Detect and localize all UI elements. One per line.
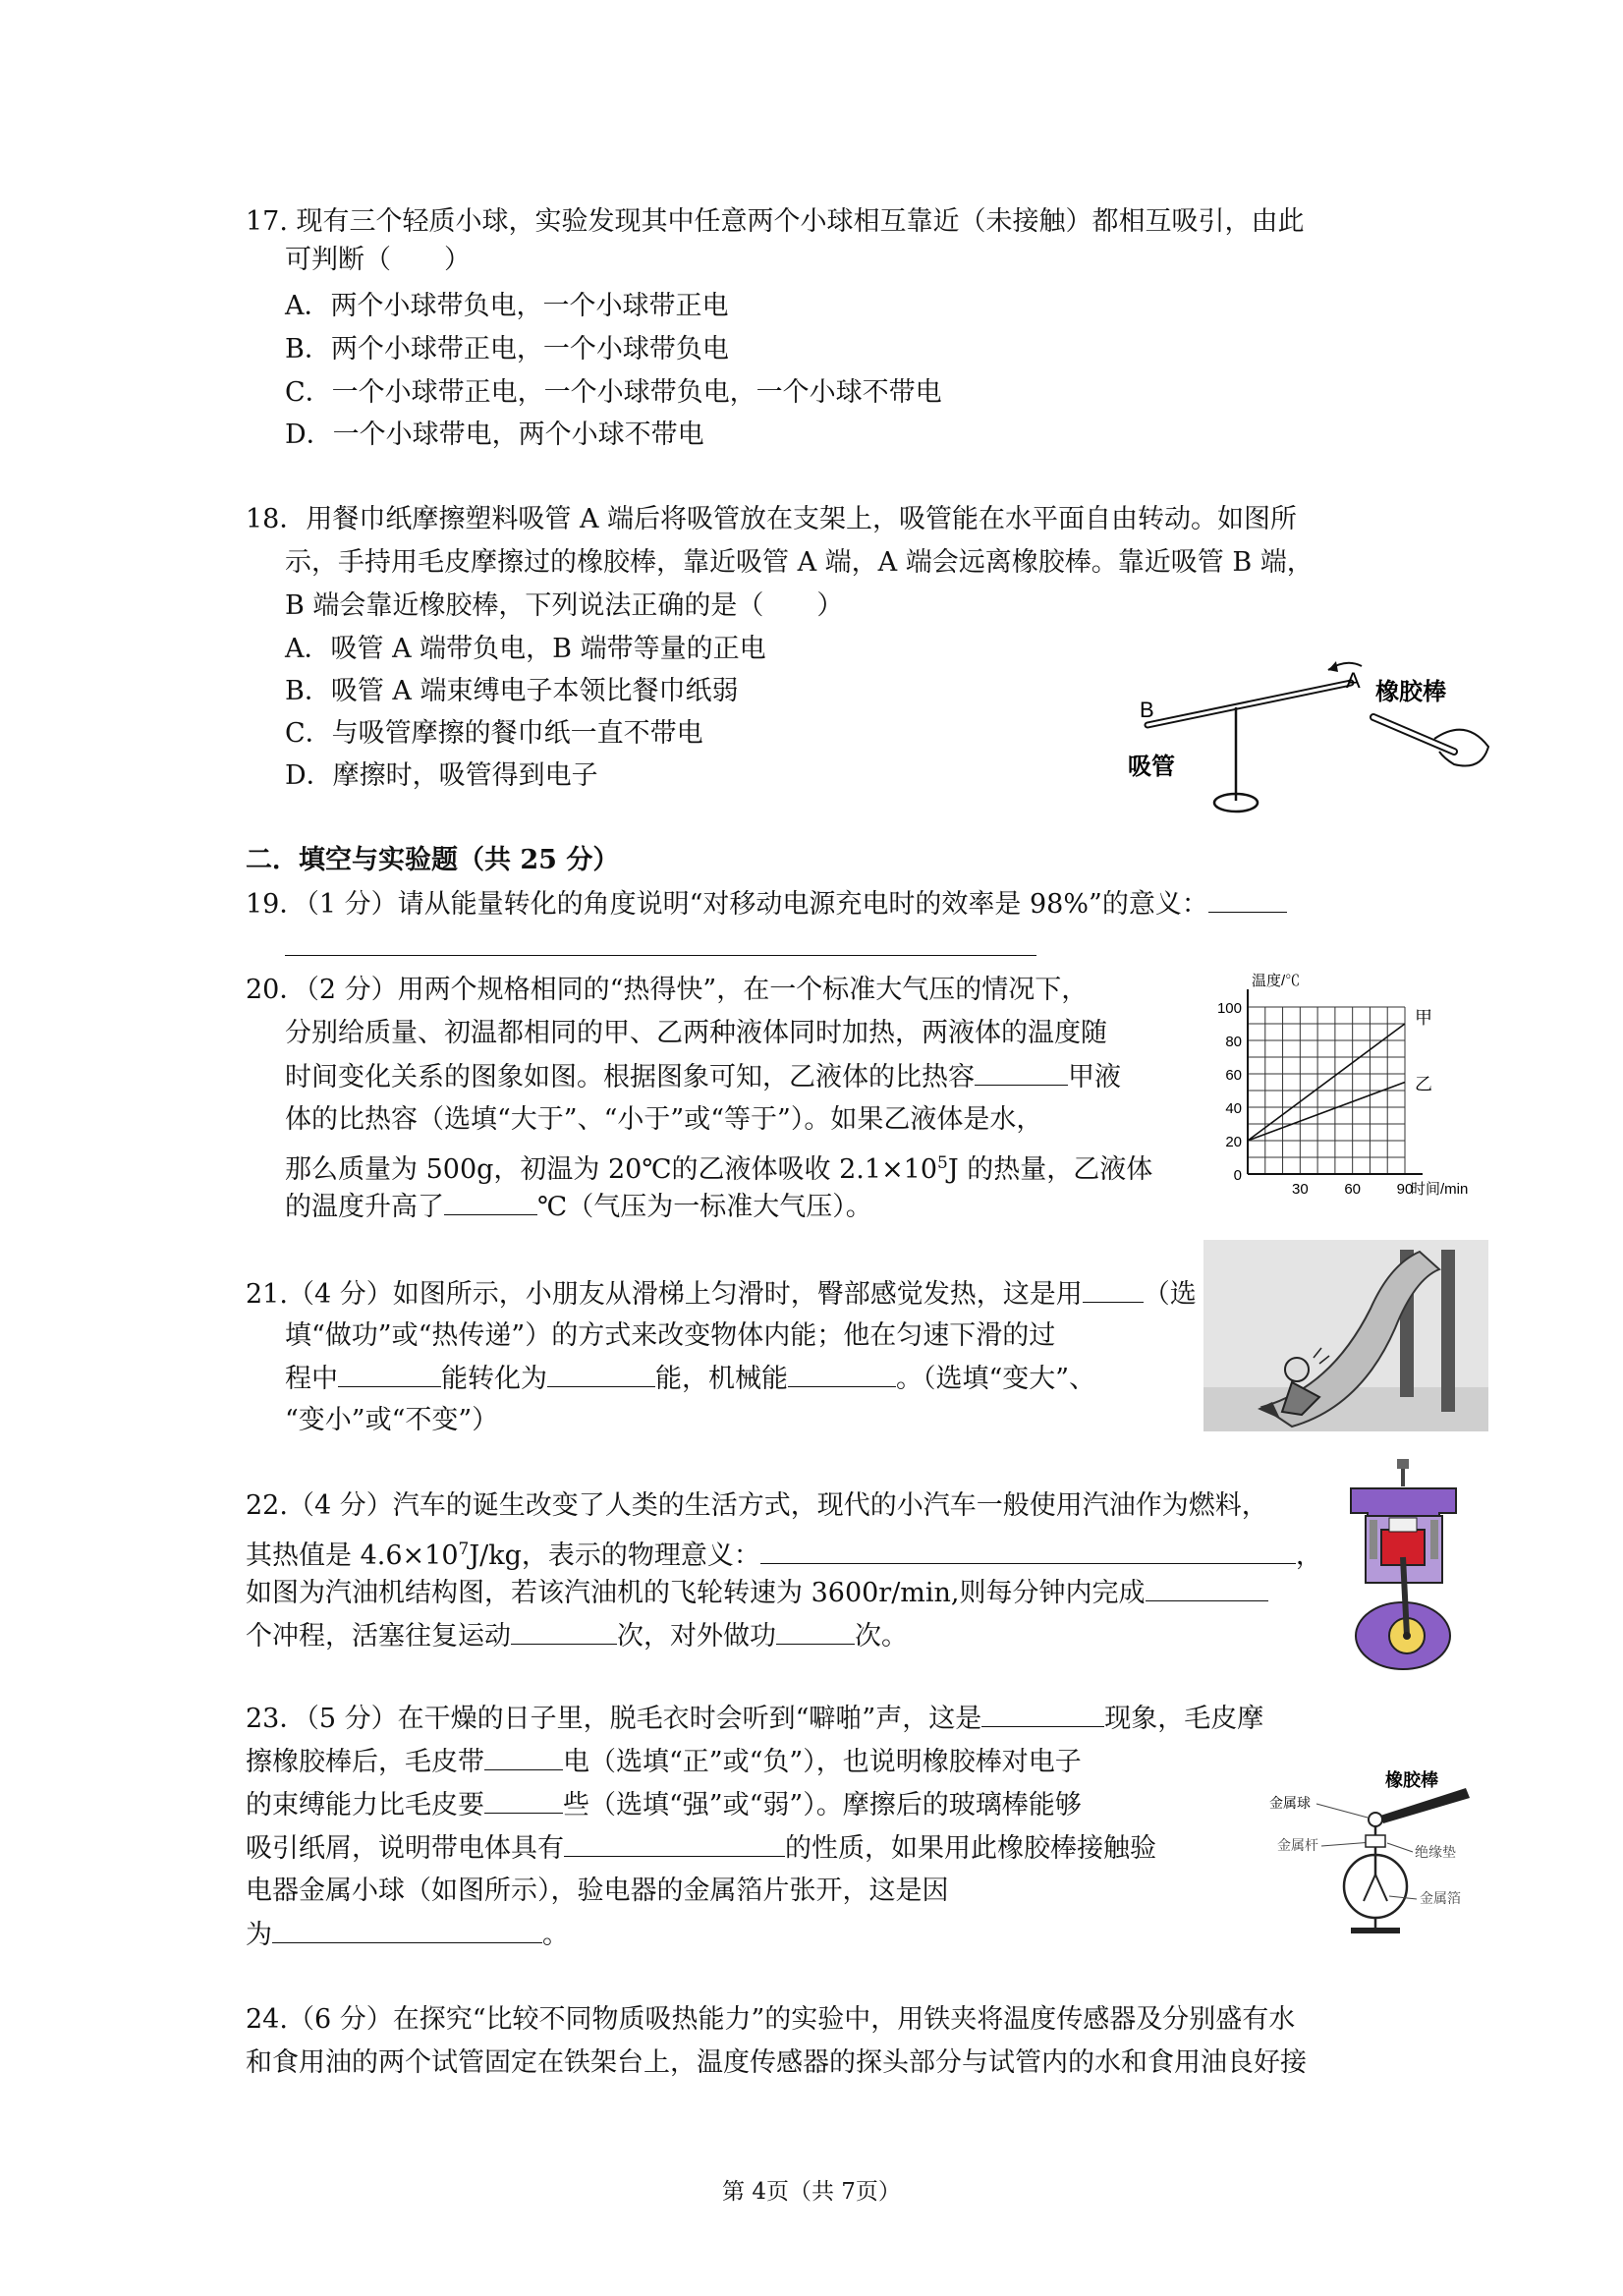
electroscope-pad-label: 绝缘垫 bbox=[1415, 1844, 1456, 1860]
temperature-time-chart bbox=[1203, 973, 1498, 1208]
chart-y-tick-label: 80 bbox=[1225, 1034, 1242, 1050]
q18-stem-line1: 18．用餐巾纸摩擦塑料吸管 A 端后将吸管放在支架上，吸管能在水平面自由转动。如图所 bbox=[246, 504, 1298, 534]
q22-line4 bbox=[246, 1616, 908, 1656]
q17-option-c: C．一个小球带正电，一个小球带负电，一个小球不带电 bbox=[285, 377, 942, 408]
q17-stem-line1: 17. 现有三个轻质小球，实验发现其中任意两个小球相互靠近（未接触）都相互吸引，由此 bbox=[246, 206, 1305, 237]
q22-blank-3[interactable] bbox=[511, 1616, 617, 1645]
chart-y-tick-label: 100 bbox=[1216, 1000, 1242, 1017]
q21-line1-end: （选 bbox=[1143, 1279, 1197, 1310]
chart-x-tick-label: 30 bbox=[1291, 1181, 1309, 1198]
q21-line3-mid: 能转化为 bbox=[441, 1364, 547, 1394]
q22-line2-text: 其热值是 4.6×10 bbox=[246, 1540, 459, 1571]
q22-blank-2[interactable] bbox=[1146, 1573, 1268, 1601]
q17-option-b: B．两个小球带正电，一个小球带负电 bbox=[285, 334, 729, 364]
q21-line1-text: 21.（4 分）如图所示，小朋友从滑梯上匀滑时，臀部感觉发热，这是用 bbox=[246, 1279, 1083, 1310]
q23-line4 bbox=[246, 1828, 1156, 1869]
q20-line3-end: 甲液 bbox=[1068, 1062, 1121, 1092]
electroscope-foil-label: 金属箔 bbox=[1420, 1890, 1461, 1906]
q23-line2-text: 擦橡胶棒后，毛皮带 bbox=[246, 1747, 484, 1777]
q20-line6-end: ℃（气压为一标准大气压）。 bbox=[537, 1192, 872, 1222]
chart-x-tick-label: 90 bbox=[1396, 1181, 1414, 1198]
chart-series-line bbox=[1248, 1024, 1405, 1141]
q23-line1-end: 现象，毛皮摩 bbox=[1104, 1704, 1264, 1734]
q18-option-d: D．摩擦时，吸管得到电子 bbox=[285, 760, 598, 791]
q17-option-d: D．一个小球带电，两个小球不带电 bbox=[285, 420, 704, 450]
q18-option-c: C．与吸管摩擦的餐巾纸一直不带电 bbox=[285, 718, 703, 749]
electroscope-stem-label: 金属杆 bbox=[1277, 1837, 1318, 1853]
q22-line2 bbox=[246, 1530, 1322, 1576]
q23-blank-5[interactable] bbox=[272, 1915, 542, 1943]
q19-blank-1[interactable] bbox=[1208, 884, 1287, 913]
q21-line3-end: 。（选填“变大”、 bbox=[896, 1364, 1096, 1394]
q23-line3-text: 的束缚能力比毛皮要 bbox=[246, 1790, 484, 1820]
q20-blank-1[interactable] bbox=[975, 1057, 1068, 1086]
q18-option-a: A．吸管 A 端带负电，B 端带等量的正电 bbox=[285, 634, 766, 664]
electroscope-figure bbox=[1267, 1768, 1493, 1940]
q22-blank-1[interactable] bbox=[760, 1536, 1296, 1564]
q23-line4-end: 的性质，如果用此橡胶棒接触验 bbox=[785, 1833, 1156, 1864]
q21-blank-3[interactable] bbox=[547, 1359, 655, 1387]
q23-line6 bbox=[246, 1915, 569, 1955]
straw-label-b: B bbox=[1140, 698, 1154, 722]
chart-series-label: 甲 bbox=[1415, 1008, 1432, 1029]
q23-blank-1[interactable] bbox=[981, 1699, 1104, 1727]
q22-line4-text: 个冲程，活塞往复运动 bbox=[246, 1621, 511, 1652]
q22-blank-4[interactable] bbox=[776, 1616, 855, 1645]
q23-line6-end: 。 bbox=[542, 1920, 569, 1950]
q23-line6-text: 为 bbox=[246, 1920, 272, 1950]
q23-line1-text: 23．（5 分）在干燥的日子里，脱毛衣时会听到“噼啪”声，这是 bbox=[246, 1704, 982, 1734]
q19-stem bbox=[246, 884, 1287, 924]
q22-exponent: 7 bbox=[458, 1540, 470, 1559]
q20-line4: 体的比热容（选填“大于”、“小于”或“等于”）。如果乙液体是水， bbox=[285, 1104, 1043, 1135]
q23-line3-end: 些（选填“强”或“弱”）。摩擦后的玻璃棒能够 bbox=[563, 1790, 1082, 1820]
q20-line3-text: 时间变化关系的图象如图。根据图象可知，乙液体的比热容 bbox=[285, 1062, 975, 1092]
q23-line2-end: 电（选填“正”或“负”），也说明橡胶棒对电子 bbox=[563, 1747, 1082, 1777]
q21-line3-text: 程中 bbox=[285, 1364, 338, 1394]
electroscope-ball-label: 金属球 bbox=[1269, 1795, 1311, 1811]
q20-line2: 分别给质量、初温都相同的甲、乙两种液体同时加热，两液体的温度随 bbox=[285, 1018, 1107, 1048]
q22-line4-end: 次。 bbox=[855, 1621, 908, 1652]
q19-line2 bbox=[285, 927, 1036, 968]
q22-line3 bbox=[246, 1573, 1268, 1613]
q23-line2 bbox=[246, 1742, 1082, 1782]
q20-line6 bbox=[285, 1187, 872, 1227]
q20-line1: 20．（2 分）用两个规格相同的“热得快”，在一个标准大气压的情况下， bbox=[246, 975, 1089, 1005]
q20-line5-text: 那么质量为 500g，初温为 20℃的乙液体吸收 2.1×10 bbox=[285, 1154, 938, 1185]
q21-line2: 填“做功”或“热传递”）的方式来改变物体内能；他在匀速下滑的过 bbox=[285, 1320, 1056, 1351]
chart-x-tick-label: 60 bbox=[1344, 1181, 1362, 1198]
q21-blank-2[interactable] bbox=[338, 1359, 441, 1387]
section-heading: 二．填空与实验题（共 25 分） bbox=[246, 845, 620, 875]
q22-line2-end: ， bbox=[1295, 1540, 1322, 1571]
q22-line1: 22.（4 分）汽车的诞生改变了人类的生活方式，现代的小汽车一般使用汽油作为燃料， bbox=[246, 1490, 1268, 1521]
q23-blank-3[interactable] bbox=[484, 1785, 563, 1814]
slide-figure bbox=[1203, 1240, 1488, 1431]
page-footer: 第 4页（共 7页） bbox=[722, 2179, 901, 2205]
q23-blank-2[interactable] bbox=[484, 1742, 563, 1770]
q18-option-b: B．吸管 A 端束缚电子本领比餐巾纸弱 bbox=[285, 676, 739, 706]
chart-series-label: 乙 bbox=[1415, 1074, 1432, 1095]
q20-line5 bbox=[285, 1144, 1152, 1190]
q21-line4: “变小”或“不变”） bbox=[285, 1405, 499, 1435]
q21-blank-4[interactable] bbox=[788, 1359, 896, 1387]
q23-blank-4[interactable] bbox=[564, 1828, 785, 1857]
q18-stem-line2: 示，手持用毛皮摩擦过的橡胶棒，靠近吸管 A 端，A 端会远离橡胶棒。靠近吸管 B 端， bbox=[285, 547, 1314, 578]
q19-text: 19．（1 分）请从能量转化的角度说明“对移动电源充电时的效率是 98%”的意义： bbox=[246, 889, 1208, 920]
q22-line4-mid: 次，对外做功 bbox=[617, 1621, 776, 1652]
q19-blank-2[interactable] bbox=[285, 927, 1036, 956]
q20-line5-end: J 的热量，乙液体 bbox=[947, 1154, 1153, 1185]
q24-line1: 24.（6 分）在探究“比较不同物质吸热能力”的实验中，用铁夹将温度传感器及分别盛有水 bbox=[246, 2004, 1296, 2035]
chart-y-tick-label: 40 bbox=[1225, 1100, 1242, 1117]
q23-line3 bbox=[246, 1785, 1082, 1825]
q20-blank-2[interactable] bbox=[444, 1187, 537, 1215]
q20-exponent: 5 bbox=[937, 1153, 948, 1173]
q17-option-a: A．两个小球带负电，一个小球带正电 bbox=[285, 291, 729, 321]
chart-y-tick-label: 20 bbox=[1225, 1134, 1242, 1150]
straw-label: 吸管 bbox=[1128, 754, 1175, 780]
chart-y-axis-label: 温度/℃ bbox=[1252, 973, 1301, 989]
straw-figure bbox=[1100, 648, 1493, 820]
q23-line4-text: 吸引纸屑，说明带电体具有 bbox=[246, 1833, 564, 1864]
electroscope-rod-label: 橡胶棒 bbox=[1385, 1770, 1438, 1790]
chart-y-tick-label: 0 bbox=[1233, 1167, 1242, 1184]
q21-blank-1[interactable] bbox=[1083, 1274, 1144, 1303]
chart-y-tick-label: 60 bbox=[1225, 1067, 1242, 1084]
engine-figure bbox=[1346, 1459, 1464, 1675]
q23-line1 bbox=[246, 1699, 1263, 1739]
q22-line2-mid: J/kg，表示的物理意义： bbox=[469, 1540, 760, 1571]
q22-line3-text: 如图为汽油机结构图，若该汽油机的飞轮转速为 3600r/min,则每分钟内完成 bbox=[246, 1578, 1146, 1608]
straw-label-a: A bbox=[1346, 668, 1361, 693]
q17-stem-line2: 可判断（ ） bbox=[285, 245, 471, 275]
q24-line2: 和食用油的两个试管固定在铁架台上，温度传感器的探头部分与试管内的水和食用油良好接 bbox=[246, 2047, 1307, 2078]
q18-stem-line3: B 端会靠近橡胶棒，下列说法正确的是（ ） bbox=[285, 590, 844, 621]
q21-line3-mid2: 能，机械能 bbox=[655, 1364, 788, 1394]
q21-line3 bbox=[285, 1359, 1095, 1399]
q21-line1 bbox=[246, 1274, 1197, 1315]
q20-line6-text: 的温度升高了 bbox=[285, 1192, 444, 1222]
q20-line3 bbox=[285, 1057, 1121, 1097]
rubber-rod-label: 橡胶棒 bbox=[1375, 679, 1446, 705]
chart-x-axis-label: 时间/min bbox=[1411, 1181, 1469, 1198]
q23-line5: 电器金属小球（如图所示），验电器的金属箔片张开，这是因 bbox=[246, 1876, 949, 1906]
